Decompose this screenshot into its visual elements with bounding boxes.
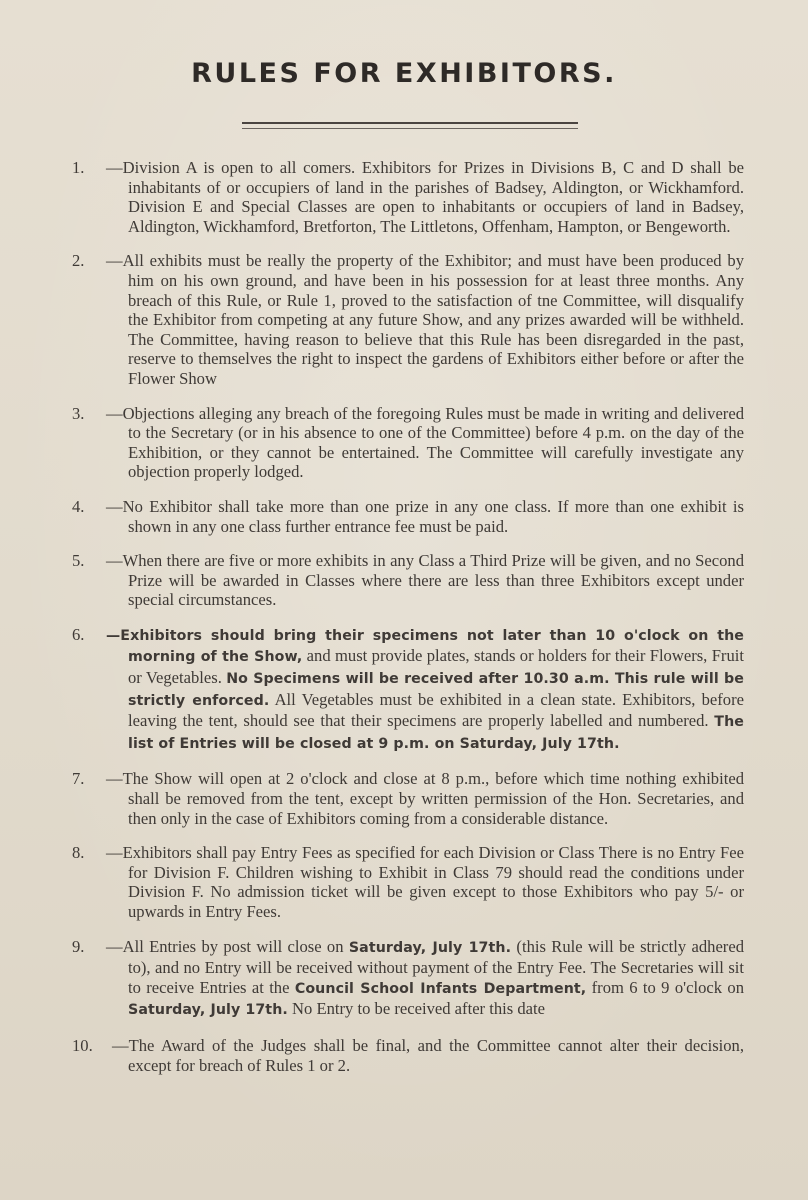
rule-item-10	[72, 1036, 744, 1075]
title-divider-bottom	[242, 128, 578, 129]
rule-number: 6.	[72, 624, 85, 644]
rule-item-1	[72, 158, 744, 236]
rule-text: and must provide plates, stands or holders for their Flowers, Fruit or Vegetables.	[128, 646, 744, 688]
rule-text: —All Entries by post will close on	[106, 936, 349, 956]
rule-number: 1.	[72, 158, 85, 177]
rule-text-bold: The list of Entries will be closed at 9 p.m. on Saturday, July 17th.	[128, 714, 744, 752]
rule-text-bold: Saturday, July 17th.	[348, 939, 512, 956]
rule-text-bold: Council School Infants Department,	[294, 980, 587, 997]
rule-item-5	[72, 551, 744, 610]
rule-text: No Entry to be received after this date	[287, 999, 545, 1019]
rule-item-4	[72, 497, 744, 536]
rule-text: —When there are five or more exhibits in any Class a Third Prize will be given, and no Second Prize will be awarded in Classes where there are less than three Exhibitors except under special circumstances.	[106, 551, 744, 610]
rule-item-8	[72, 843, 744, 921]
rule-text: —No Exhibitor shall take more than one prize in any one class. If more than one exhibit is shown in any one class further entrance fee must be paid.	[106, 496, 744, 536]
rule-text: —The Award of the Judges shall be final, and the Committee cannot alter their decision, except for breach of Rules 1 or 2.	[112, 1035, 744, 1075]
rule-number: 5.	[72, 551, 85, 571]
rule-text: —Division A is open to all comers. Exhibitors for Prizes in Divisions B, C and D shall be inhabitants of or occupiers of land in the parishes of Badsey, Aldington, or Wickhamford. Division E and Special Classes are open to inhabitants or occupiers of land in Badsey, Aldington, Wickhamford, Bretforton, The Littletons, Offenham, Hampton, or Bengeworth.	[106, 158, 744, 236]
rule-number: 8.	[72, 843, 85, 863]
rule-number: 7.	[72, 769, 85, 789]
rule-number: 2.	[72, 251, 85, 271]
rule-text: All Vegetables must be exhibited in a clean state. Exhibitors, before leaving the tent, should see that their specimens are properly labelled and numbered.	[128, 689, 744, 731]
rule-item-3	[72, 404, 744, 482]
title-divider-top	[242, 122, 578, 124]
rule-number: 10.	[72, 1035, 93, 1055]
rule-text: from 6 to 9 o'clock on	[586, 977, 744, 997]
rule-number: 9.	[72, 936, 85, 956]
rule-text: (this Rule will be strictly adhered to), and no Entry will be received without payment of the Entry Fee. The Secretaries will sit to receive Entries at the	[128, 936, 744, 997]
rule-text: —Exhibitors shall pay Entry Fees as specified for each Division or Class There is no Entry Fee for Division F. Children wishing to Exhibit in Class 79 should read the conditions under Division F. No admission ticket will be given except to those Exhibitors who pay 5/- or upwards in Entry Fees.	[106, 843, 744, 921]
rule-item-2	[72, 251, 744, 388]
rule-text: —The Show will open at 2 o'clock and close at 8 p.m., before which time nothing exhibited shall be removed from the tent, except by written permission of the Hon. Secretaries, and then only in the case of Exhibitors coming from a considerable distance.	[106, 769, 744, 828]
rule-item-6	[72, 625, 744, 755]
rule-number: 3.	[72, 403, 85, 423]
rule-text-bold: —Exhibitors should bring their specimens not later than 10 o'clock on the morning of the Show,	[106, 627, 744, 666]
page-title: RULES FOR EXHIBITORS.	[191, 58, 617, 89]
rule-item-9	[72, 937, 744, 1021]
rule-text-bold: No Specimens will be received after 10.30 a.m. This rule will be strictly enforced.	[128, 671, 744, 709]
rule-text: —All exhibits must be really the property of the Exhibitor; and must have been produced by him on his own ground, and have been in his possession for at least three months. Any breach of this Rule, or Rule 1, proved to the satisfaction of tne Committee, will disqualify the Exhibitor from competing at any future Show, and any prizes awarded will be withheld. The Committee, having reason to believe that this Rule has been disregarded in the past, reserve to themselves the right to inspect the gardens of Exhibitors either before or after the Flower Show	[106, 251, 744, 388]
rule-item-7	[72, 769, 744, 828]
rule-text: —Objections alleging any breach of the foregoing Rules must be made in writing and delivered to the Secretary (or in his absence to one of the Committee) before 4 p.m. on the day of the Exhibition, or they cannot be entertained. The Committee will carefully investigate any objection properly lodged.	[106, 403, 744, 482]
rules-list	[72, 158, 744, 1075]
rule-text-bold: Saturday, July 17th.	[128, 1002, 288, 1019]
rule-number: 4.	[72, 496, 85, 516]
